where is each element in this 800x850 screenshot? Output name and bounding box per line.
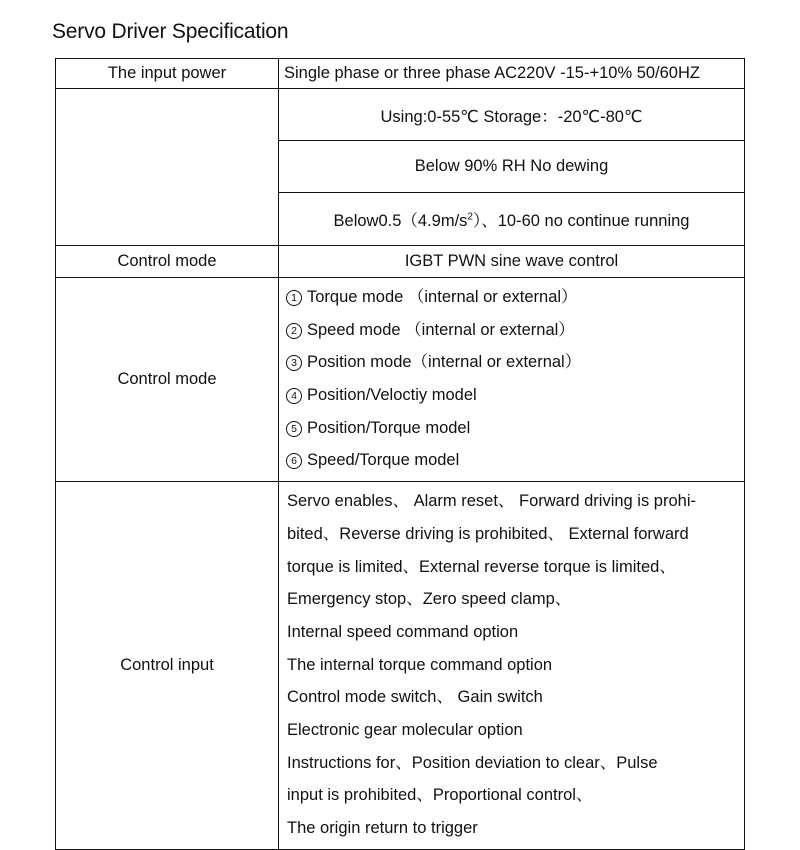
list-item: [286, 314, 744, 347]
input-power-label: The input power: [56, 59, 279, 89]
table-row-input-power: [56, 59, 745, 89]
control-input-label: Control input: [56, 482, 279, 850]
mode-text: Speed/Torque model: [307, 451, 460, 470]
input-power-value: Single phase or three phase AC220V -15-+10% 50/60HZ: [279, 59, 745, 89]
list-item: Internal speed command option: [287, 622, 519, 641]
list-item: Electronic gear molecular option: [287, 720, 523, 739]
table-row-temperature: [56, 89, 745, 141]
page-title: Servo Driver Specification: [52, 20, 289, 43]
list-item: [286, 281, 744, 314]
circled-number-icon: 3: [286, 355, 302, 371]
table-row-control-input: [56, 482, 745, 850]
vibration-exponent: 2: [467, 211, 473, 223]
mode-text: Position mode（internal or external）: [307, 353, 582, 372]
list-item: [286, 412, 744, 445]
temperature-value: Using:0-55℃ Storage：-20℃-80℃: [279, 89, 745, 141]
table-row-control-modes: [56, 278, 745, 482]
circled-number-icon: 1: [286, 290, 302, 306]
list-item: [286, 346, 744, 379]
mode-text: Torque mode （internal or external）: [307, 288, 578, 306]
list-item: Servo enables、 Alarm reset、 Forward driving is prohi-: [287, 492, 696, 511]
list-item: torque is limited、External reverse torque is limited、: [287, 557, 676, 576]
control-input-list: [279, 482, 745, 850]
mode-text: Speed mode （internal or external）: [307, 320, 575, 339]
vibration-text-start: Below0.5（4.9m/s: [333, 212, 468, 230]
spec-table: [55, 58, 745, 850]
circled-number-icon: 6: [286, 453, 302, 469]
control-mode-label-1: Control mode: [56, 246, 279, 278]
list-item: The internal torque command option: [287, 655, 553, 674]
control-mode-label-2: Control mode: [56, 278, 279, 482]
circled-number-icon: 5: [286, 421, 302, 437]
circled-number-icon: 2: [286, 323, 302, 339]
mode-text: Position/Veloctiy model: [307, 386, 477, 405]
list-item: [286, 444, 744, 477]
control-modes-list: [279, 278, 745, 482]
vibration-value: [279, 193, 745, 246]
humidity-value: Below 90% RH No dewing: [279, 141, 745, 193]
circled-number-icon: 4: [286, 388, 302, 404]
list-item: The origin return to trigger: [287, 819, 478, 837]
list-item: input is prohibited、Proportional control、: [287, 786, 593, 805]
list-item: Emergency stop、Zero speed clamp、: [287, 590, 572, 609]
environment-label: [56, 89, 279, 246]
list-item: Control mode switch、 Gain switch: [287, 688, 543, 707]
vibration-text-end: ）、10-60 no continue running: [472, 212, 690, 230]
list-item: [286, 379, 744, 412]
control-method-value: IGBT PWN sine wave control: [279, 246, 745, 278]
list-item: Instructions for、Position deviation to clear、Pulse: [287, 753, 658, 772]
list-item: bited、Reverse driving is prohibited、 External forward: [287, 524, 689, 543]
mode-text: Position/Torque model: [307, 418, 471, 437]
table-row-control-method: [56, 246, 745, 278]
